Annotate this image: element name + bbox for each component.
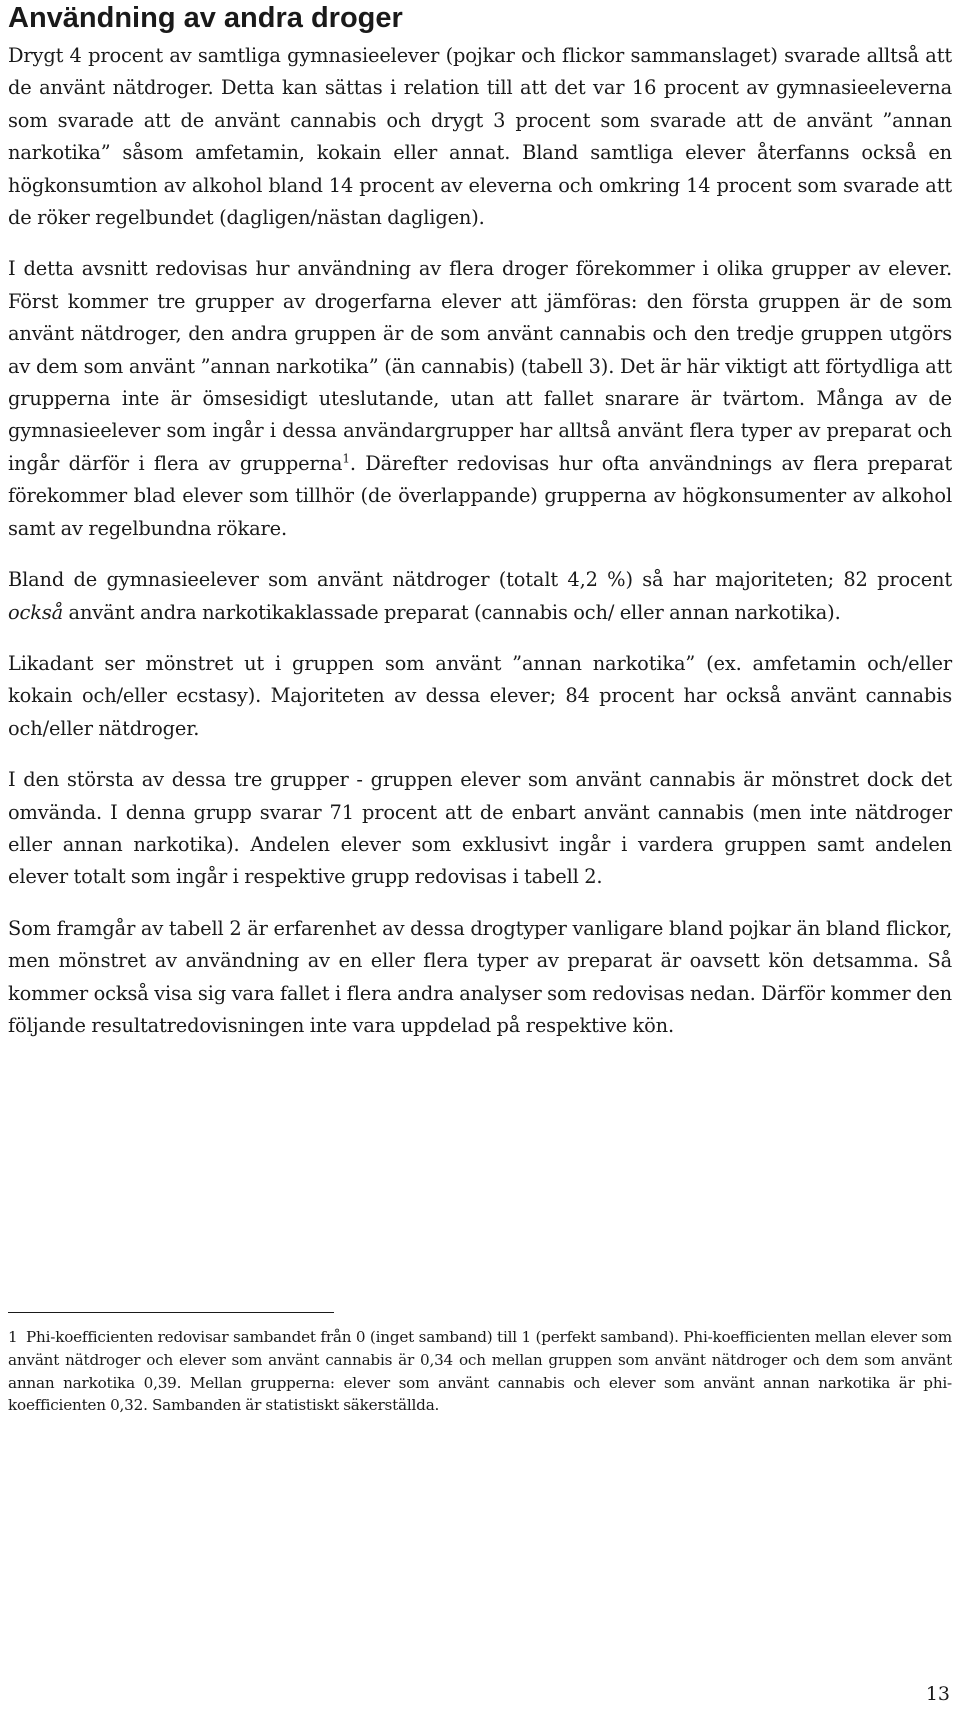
paragraph-4-text: Likadant ser mönstret ut i gruppen som använt ”annan narkotika” (ex. amfetamin och/eller kokain och/eller ecstasy). Majoriteten av dessa elever; 84 procent har också använt cannabis och/eller nätdroger.: [8, 651, 952, 740]
paragraph-5-text: I den största av dessa tre grupper - gruppen elever som använt cannabis är mönstret dock det omvända. I denna grupp svarar 71 procent att de enbart använt cannabis (men inte nätdroger eller annan narkotika). Andelen elever som exklusivt ingår i vardera gruppen samt andelen elever totalt som ingår i respektive grupp redovisas i tabell 2.: [8, 768, 952, 889]
footnote-divider: [8, 1312, 334, 1313]
paragraph-3-text-b: använt andra narkotikaklassade preparat (cannabis och/ eller annan narkotika).: [63, 600, 841, 624]
paragraph-2-text-a: I detta avsnitt redovisas hur användning av flera droger förekommer i olika grupper av elever. Först kommer tre grupper av drogerfarna elever att jämföras: den första gruppen är de som använt nätdroger, den andra gruppen är de som använt cannabis och den tredje gruppen utgörs av dem som använt ”annan narkotika” (än cannabis) (tabell 3). Det är här viktigt att förtydliga att grupperna inte är ömsesidigt uteslutande, utan att fallet snarare är tvärtom. Många av de gymnasieelever som ingår i dessa användargrupper har alltså använt flera typer av preparat och ingår därför i flera av grupperna: [8, 257, 952, 475]
paragraph-3: [8, 564, 952, 629]
footnote-number: 1: [8, 1328, 18, 1346]
body-text: [8, 40, 952, 1042]
paragraph-6: [8, 913, 952, 1043]
paragraph-2: [8, 253, 952, 545]
section-heading: Användning av andra droger: [8, 2, 403, 34]
paragraph-5: [8, 764, 952, 894]
paragraph-3-emphasis: också: [8, 600, 64, 624]
page-number: 13: [925, 1683, 950, 1705]
paragraph-3-text-a: Bland de gymnasieelever som använt nätdroger (totalt 4,2 %) så har majoriteten; 82 procent: [8, 568, 952, 592]
paragraph-2-text-b: . Därefter redovisas hur ofta användnings av flera preparat förekommer blad elever som tillhör (de överlappande) grupperna av högkonsumenter av alkohol samt av regelbundna rökare.: [8, 451, 952, 540]
paragraph-1-text: Drygt 4 procent av samtliga gymnasieelever (pojkar och flickor sammanslaget) svarade alltså att de använt nätdroger. Detta kan sättas i relation till att det var 16 procent av gymnasieeleverna som svarade att de använt cannabis och drygt 3 procent som svarade att de använt ”annan narkotika” såsom amfetamin, kokain eller annat. Bland samtliga elever återfanns också en högkonsumtion av alkohol bland 14 procent av eleverna och omkring 14 procent som svarade att de röker regelbundet (dagligen/nästan dagligen).: [8, 44, 952, 230]
paragraph-4: [8, 648, 952, 745]
footnote: [8, 1326, 952, 1417]
paragraph-1: [8, 40, 952, 234]
footnote-text: Phi-koefficienten redovisar sambandet från 0 (inget samband) till 1 (perfekt samband). Phi-koefficienten mellan elever som använt nätdroger och elever som använt cannabis är 0,34 och mellan gruppen som använt nätdroger och dem som använt annan narkotika 0,39. Mellan grupperna: elever som använt cannabis och elever som använt annan narkotika är phi-koefficienten 0,32. Sambanden är statistiskt säkerställda.: [8, 1328, 952, 1415]
paragraph-6-text: Som framgår av tabell 2 är erfarenhet av dessa drogtyper vanligare bland pojkar än bland flickor, men mönstret av användning av en eller flera typer av preparat är oavsett kön detsamma. Så kommer också visa sig vara fallet i flera andra analyser som redovisas nedan. Därför kommer den följande resultatredovisningen inte vara uppdelad på respektive kön.: [8, 916, 952, 1037]
footnote-reference[interactable]: 1: [342, 451, 350, 466]
document-page: [8, 0, 952, 1061]
